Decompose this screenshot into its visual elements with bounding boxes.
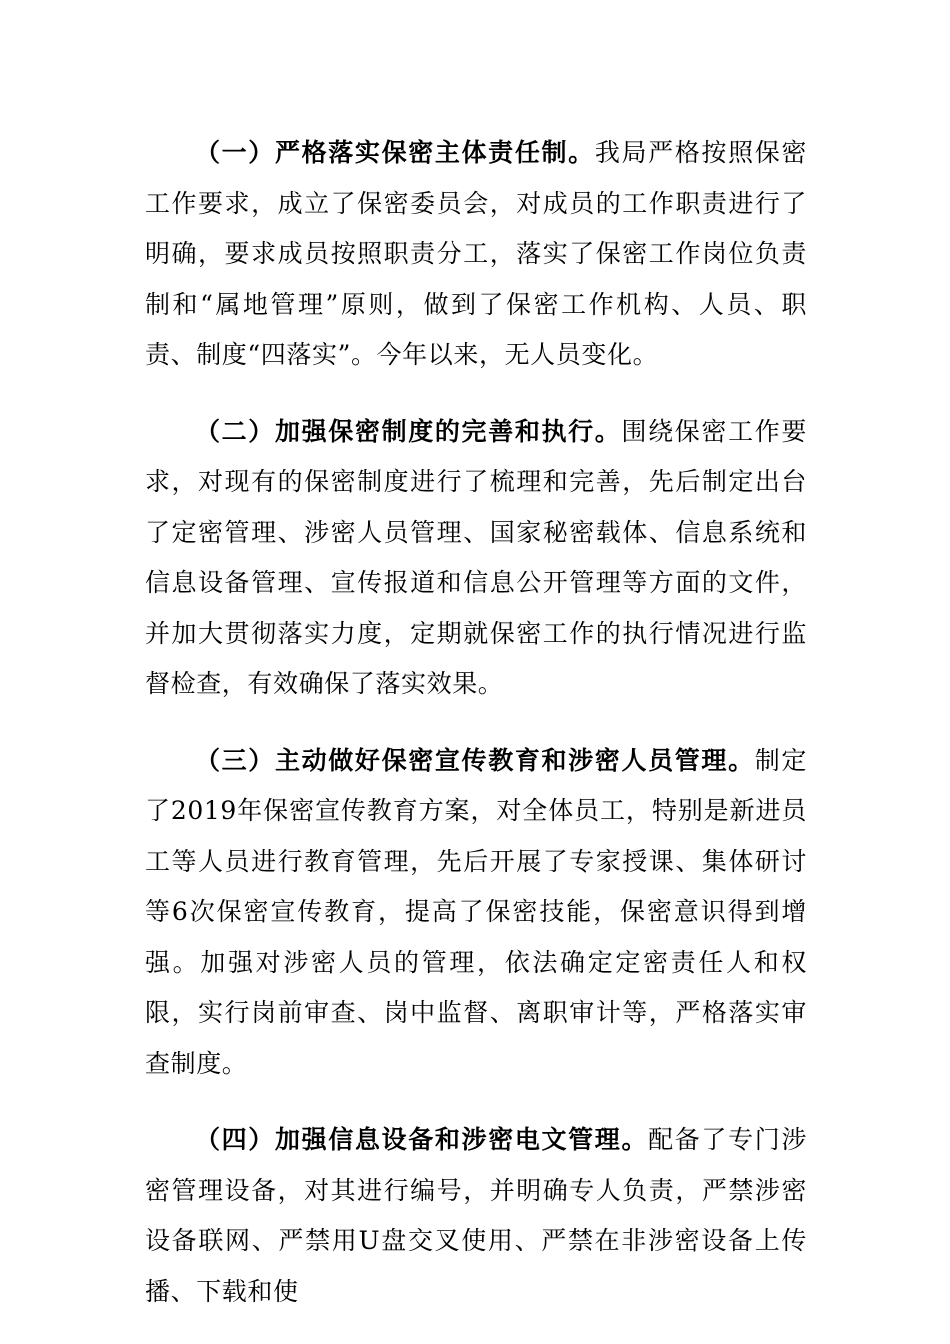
paragraph-4-heading: （四）加强信息设备和涉密电文管理。 [195, 1125, 649, 1154]
paragraph-1-body: 我局严格按照保密工作要求，成立了保密委员会，对成员的工作职责进行了明确，要求成员按照职责分工，落实了保密工作岗位负责制和“属地管理”原则，做到了保密工作机构、人员、职责、制度“四落实”。今年以来，无人员变化。 [145, 138, 807, 369]
paragraph-2 [145, 407, 807, 710]
paragraph-3-body: 制定了2019年保密宣传教育方案，对全体员工，特别是新进员工等人员进行教育管理，先后开展了专家授课、集体研讨等6次保密宣传教育，提高了保密技能，保密意识得到增强。加强对涉密人员的管理，依法确定定密责任人和权限，实行岗前审查、岗中监督、离职审计等，严格落实审查制度。 [145, 745, 808, 1078]
paragraph-2-heading: （二）加强保密制度的完善和执行。 [195, 416, 622, 446]
paragraph-1-heading: （一）严格落实保密主体责任制。 [195, 138, 595, 167]
paragraph-4-body: 配备了专门涉密管理设备，对其进行编号，并明确专人负责，严禁涉密设备联网、严禁用U盘交叉使用、严禁在非涉密设备上传播、下载和使 [145, 1125, 807, 1306]
paragraph-1 [145, 128, 807, 381]
paragraph-3 [145, 736, 807, 1090]
paragraph-3-heading: （三）主动做好保密宣传教育和涉密人员管理。 [195, 745, 755, 775]
paragraph-2-body: 围绕保密工作要求，对现有的保密制度进行了梳理和完善，先后制定出台了定密管理、涉密人员管理、国家秘密载体、信息系统和信息设备管理、宣传报道和信息公开管理等方面的文件，并加大贯彻落实力度，定期就保密工作的执行情况进行监督检查，有效确保了落实效果。 [145, 416, 807, 698]
paragraph-4 [145, 1115, 807, 1317]
document-page [145, 128, 807, 1343]
